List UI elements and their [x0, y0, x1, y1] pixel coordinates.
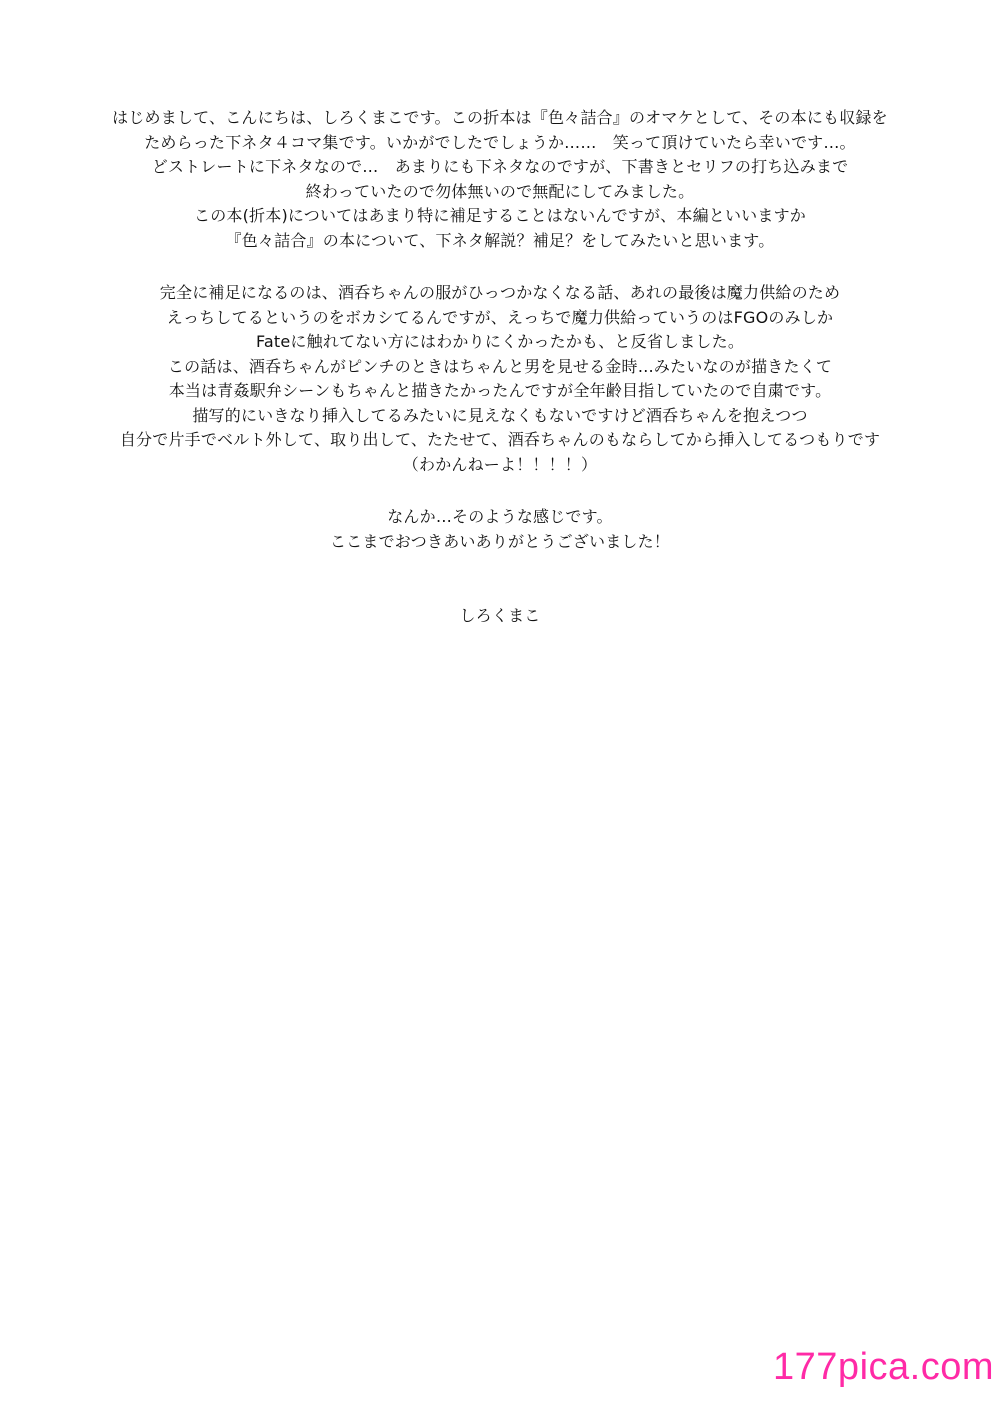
paragraph-intro: [60, 106, 940, 253]
text-line: 自分で片手でベルト外して、取り出して、たたせて、酒呑ちゃんのもならしてから挿入してるつもりです: [119, 430, 881, 449]
watermark-link[interactable]: 177pica.com: [773, 1346, 994, 1388]
text-line: ためらった下ネタ４コマ集です。いかがでしたでしょうか…… 笑って頂けていたら幸いです…。: [144, 132, 856, 152]
text-line: この本(折本)についてはあまり特に補足することはないんですが、本編といいますか: [194, 206, 806, 225]
text-line: はじめまして、こんにちは、しろくまこです。この折本は『色々詰合』のオマケとして、その本にも収録を: [112, 108, 888, 127]
text-line: 本当は青姦駅弁シーンもちゃんと描きたかったんですが全年齢目指していたので自粛です。: [168, 381, 832, 400]
text-line: 終わっていたので勿体無いので無配にしてみました。: [305, 181, 695, 201]
signature-text: しろくまこ: [459, 606, 541, 625]
text-line: えっちしてるというのをボカシてるんですが、えっちで魔力供給っていうのはFGOのみしか: [166, 307, 834, 327]
text-line: 『色々詰合』の本について、下ネタ解説？補足？をしてみたいと思います。: [225, 230, 775, 250]
text-line: ここまでおつきあいありがとうございました！: [329, 531, 671, 551]
text-line: 描写的にいきなり挿入してるみたいに見えなくもないですけど酒呑ちゃんを抱えつつ: [192, 405, 808, 425]
text-line: （わかんねーよ！！！！）: [402, 454, 598, 474]
text-line: どストレートに下ネタなので… あまりにも下ネタなのですが、下書きとセリフの打ち込みまで: [151, 157, 849, 176]
text-line: なんか…そのような感じです。: [387, 507, 613, 526]
paragraph-closing: [60, 505, 940, 554]
author-signature: [60, 604, 940, 629]
text-line: 完全に補足になるのは、酒呑ちゃんの服がひっつかなくなる話、あれの最後は魔力供給のため: [159, 283, 841, 302]
paragraph-supplement: [60, 281, 940, 477]
text-line: Fateに触れてない方にはわかりにくかったかも、と反省しました。: [255, 332, 745, 351]
text-line: この話は、酒呑ちゃんがピンチのときはちゃんと男を見せる金時…みたいなのが描きたくて: [167, 356, 833, 376]
